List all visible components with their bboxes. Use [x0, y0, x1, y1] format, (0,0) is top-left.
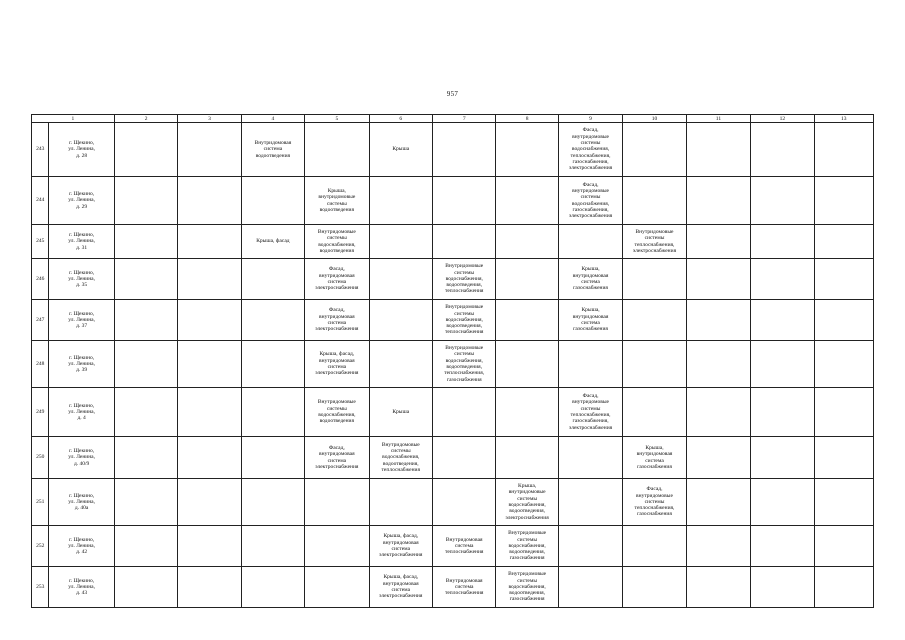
work-cell-col-12	[751, 225, 814, 259]
row-number: 251	[32, 479, 49, 526]
work-cell-col-9	[558, 388, 622, 437]
work-cell-col-13	[814, 177, 873, 225]
work-cell-col-8	[496, 123, 558, 177]
work-cell-col-8	[496, 388, 558, 437]
address-cell	[49, 437, 114, 479]
work-cell-col-7	[433, 567, 496, 608]
work-cell-col-10	[623, 567, 686, 608]
work-cell-col-4	[241, 479, 304, 526]
work-cell-col-12	[751, 123, 814, 177]
work-cell-col-4	[241, 341, 304, 388]
work-cell-col-12	[751, 567, 814, 608]
work-cell-col-13	[814, 526, 873, 567]
work-type-text: Крыша, внутридомовые системы водоснабжения, водоотведения, электроснабжения	[505, 483, 549, 521]
work-type-text: Внутридомовые системы водоснабжения, водоотведения, теплоснабжения	[381, 441, 421, 473]
address-text: г. Щекино, ул. Ленина, д. 29	[68, 191, 96, 210]
work-type-text: Фасад, внутридомовые системы водоснабжения, теплоснабжения, газоснабжения, электроснабжения	[568, 127, 613, 172]
work-cell-col-12	[751, 300, 814, 341]
work-cell-col-7	[433, 388, 496, 437]
work-cell-col-7	[433, 123, 496, 177]
work-cell-col-8	[496, 225, 558, 259]
work-type-text: Крыша, фасад, внутридомовая система электроснабжения	[379, 574, 423, 600]
table-row	[32, 526, 874, 567]
work-cell-col-11	[686, 479, 750, 526]
work-cell-col-10	[623, 526, 686, 567]
address-cell	[49, 259, 114, 300]
work-cell-col-10	[623, 225, 686, 259]
row-number: 249	[32, 388, 49, 437]
row-number: 245	[32, 225, 49, 259]
work-type-text: Внутридомовые системы водоснабжения, водоотведения, газоснабжения	[508, 530, 547, 562]
work-cell-col-9	[558, 437, 622, 479]
work-cell-col-6	[369, 225, 432, 259]
work-cell-col-4	[241, 225, 304, 259]
work-cell-col-13	[814, 259, 873, 300]
work-cell-col-10	[623, 341, 686, 388]
work-cell-col-5	[305, 123, 369, 177]
work-cell-col-9	[558, 225, 622, 259]
work-cell-col-9	[558, 567, 622, 608]
work-cell-col-6	[369, 567, 432, 608]
work-cell-col-7	[433, 225, 496, 259]
address-text: г. Щекино, ул. Ленина, д. 31	[68, 232, 96, 251]
work-cell-col-5	[305, 388, 369, 437]
work-type-text: Крыша	[392, 408, 410, 415]
address-cell	[49, 567, 114, 608]
work-cell-col-2	[114, 341, 177, 388]
work-type-text: Крыша, фасад, внутридомовая система электроснабжения	[315, 351, 359, 377]
work-cell-col-4	[241, 177, 304, 225]
work-cell-col-11	[686, 567, 750, 608]
work-cell-col-11	[686, 300, 750, 341]
work-cell-col-9	[558, 123, 622, 177]
work-cell-col-12	[751, 259, 814, 300]
column-header-6: 6	[369, 115, 432, 123]
work-cell-col-6	[369, 123, 432, 177]
work-type-text: Внутридомовая система водоотведения	[254, 140, 292, 159]
work-cell-col-13	[814, 225, 873, 259]
work-cell-col-7	[433, 479, 496, 526]
work-cell-col-5	[305, 567, 369, 608]
work-cell-col-7	[433, 259, 496, 300]
work-cell-col-10	[623, 479, 686, 526]
work-cell-col-2	[114, 177, 177, 225]
work-cell-col-3	[178, 225, 241, 259]
table-row	[32, 479, 874, 526]
address-text: г. Щекино, ул. Ленина, д. 40/9	[68, 448, 96, 467]
work-cell-col-3	[178, 259, 241, 300]
column-header-1: 1	[32, 115, 115, 123]
column-header-12: 12	[751, 115, 814, 123]
work-type-text: Внутридомовые системы водоснабжения, водоотведения, теплоснабжения	[444, 304, 484, 336]
work-cell-col-8	[496, 177, 558, 225]
work-cell-col-11	[686, 225, 750, 259]
work-cell-col-8	[496, 259, 558, 300]
work-cell-col-3	[178, 479, 241, 526]
work-cell-col-6	[369, 388, 432, 437]
work-cell-col-12	[751, 341, 814, 388]
work-cell-col-2	[114, 123, 177, 177]
column-header-13: 13	[814, 115, 873, 123]
work-cell-col-2	[114, 300, 177, 341]
work-cell-col-2	[114, 526, 177, 567]
work-cell-col-3	[178, 300, 241, 341]
work-cell-col-11	[686, 177, 750, 225]
work-cell-col-12	[751, 437, 814, 479]
work-cell-col-2	[114, 259, 177, 300]
address-cell	[49, 526, 114, 567]
row-number: 243	[32, 123, 49, 177]
table-row	[32, 225, 874, 259]
address-text: г. Щекино, ул. Ленина, д. 35	[68, 269, 96, 289]
work-cell-col-2	[114, 479, 177, 526]
column-header-11: 11	[686, 115, 750, 123]
work-cell-col-3	[178, 123, 241, 177]
work-cell-col-7	[433, 526, 496, 567]
row-number: 252	[32, 526, 49, 567]
work-cell-col-5	[305, 225, 369, 259]
work-cell-col-8	[496, 526, 558, 567]
work-cell-col-10	[623, 259, 686, 300]
work-cell-col-5	[305, 437, 369, 479]
work-type-text: Крыша, внутридомовая система газоснабжения	[572, 266, 609, 292]
table-row	[32, 300, 874, 341]
work-cell-col-9	[558, 300, 622, 341]
work-cell-col-4	[241, 123, 304, 177]
work-cell-col-12	[751, 526, 814, 567]
work-type-text: Крыша, внутридомовая система газоснабжения	[572, 307, 609, 333]
address-cell	[49, 225, 114, 259]
work-type-text: Крыша, фасад, внутридомовая система электроснабжения	[379, 533, 423, 559]
address-text: г. Щекино, ул. Ленина, д. 39	[68, 354, 96, 374]
work-cell-col-8	[496, 300, 558, 341]
work-cell-col-10	[623, 300, 686, 341]
work-cell-col-11	[686, 388, 750, 437]
column-header-4: 4	[241, 115, 304, 123]
work-cell-col-8	[496, 437, 558, 479]
column-header-3: 3	[178, 115, 241, 123]
work-cell-col-9	[558, 479, 622, 526]
work-cell-col-4	[241, 300, 304, 341]
work-cell-col-5	[305, 259, 369, 300]
work-cell-col-13	[814, 341, 873, 388]
address-text: г. Щекино, ул. Ленина, д. 42	[68, 536, 96, 556]
work-type-text: Фасад, внутридомовая система электроснабжения	[315, 444, 359, 470]
work-cell-col-10	[623, 123, 686, 177]
work-cell-col-2	[114, 437, 177, 479]
work-cell-col-7	[433, 300, 496, 341]
work-type-text: Крыша, внутридомовые системы водоотведения	[318, 187, 356, 213]
work-cell-col-12	[751, 479, 814, 526]
work-cell-col-8	[496, 479, 558, 526]
work-cell-col-11	[686, 341, 750, 388]
work-cell-col-5	[305, 479, 369, 526]
page-number: 957	[446, 90, 459, 98]
work-cell-col-11	[686, 259, 750, 300]
address-cell	[49, 300, 114, 341]
column-number-row	[32, 115, 874, 123]
work-cell-col-13	[814, 300, 873, 341]
work-cell-col-13	[814, 479, 873, 526]
work-cell-col-11	[686, 526, 750, 567]
work-cell-col-10	[623, 437, 686, 479]
work-type-text: Крыша, внутридомовая система газоснабжения	[636, 444, 673, 470]
work-type-text: Крыша, фасад	[256, 238, 290, 245]
work-cell-col-6	[369, 177, 432, 225]
work-cell-col-12	[751, 388, 814, 437]
address-cell	[49, 123, 114, 177]
address-cell	[49, 177, 114, 225]
work-cell-col-11	[686, 437, 750, 479]
address-cell	[49, 479, 114, 526]
work-cell-col-6	[369, 526, 432, 567]
work-type-text: Внутридомовые системы теплоснабжения, электроснабжения	[632, 228, 677, 254]
work-cell-col-12	[751, 177, 814, 225]
work-cell-col-2	[114, 567, 177, 608]
work-type-text: Внутридомовые системы водоснабжения, водоотведения, газоснабжения	[508, 571, 547, 603]
row-number: 250	[32, 437, 49, 479]
table-row	[32, 388, 874, 437]
address-cell	[49, 388, 114, 437]
work-cell-col-4	[241, 526, 304, 567]
row-number: 247	[32, 300, 49, 341]
work-cell-col-5	[305, 341, 369, 388]
work-cell-col-2	[114, 388, 177, 437]
table-row	[32, 123, 874, 177]
column-header-2: 2	[114, 115, 177, 123]
work-cell-col-4	[241, 259, 304, 300]
work-cell-col-13	[814, 388, 873, 437]
work-type-text: Внутридомовые системы водоснабжения, водоотведения, теплоснабжения	[444, 263, 484, 295]
work-type-text: Фасад, внутридомовая система электроснабжения	[315, 266, 359, 292]
row-number: 248	[32, 341, 49, 388]
work-cell-col-5	[305, 526, 369, 567]
work-cell-col-3	[178, 526, 241, 567]
work-cell-col-10	[623, 177, 686, 225]
work-cell-col-7	[433, 341, 496, 388]
work-type-text: Внутридомовая система теплоснабжения	[444, 577, 484, 597]
work-type-text: Крыша	[392, 146, 410, 153]
table-row	[32, 567, 874, 608]
work-cell-col-3	[178, 567, 241, 608]
work-cell-col-13	[814, 123, 873, 177]
work-cell-col-9	[558, 341, 622, 388]
address-text: г. Щекино, ул. Ленина, д. 4	[68, 402, 96, 422]
work-cell-col-10	[623, 388, 686, 437]
work-cell-col-4	[241, 388, 304, 437]
work-cell-col-2	[114, 225, 177, 259]
work-cell-col-9	[558, 526, 622, 567]
repair-schedule-table	[31, 114, 874, 608]
column-header-9: 9	[558, 115, 622, 123]
address-text: г. Щекино, ул. Ленина, д. 43	[68, 577, 96, 597]
row-number: 253	[32, 567, 49, 608]
work-type-text: Фасад, внутридомовые системы теплоснабжения, газоснабжения	[634, 486, 675, 518]
work-type-text: Внутридомовые системы водоснабжения, водоотведения	[317, 228, 356, 254]
work-cell-col-13	[814, 567, 873, 608]
work-cell-col-11	[686, 123, 750, 177]
address-text: г. Щекино, ул. Ленина, д. 37	[68, 310, 96, 330]
table-row	[32, 341, 874, 388]
table-row	[32, 259, 874, 300]
work-cell-col-6	[369, 341, 432, 388]
work-cell-col-3	[178, 177, 241, 225]
table-header	[32, 115, 874, 123]
address-text: г. Щекино, ул. Ленина, д. 28	[68, 140, 96, 159]
column-header-8: 8	[496, 115, 558, 123]
work-type-text: Фасад, внутридомовые системы водоснабжения, газоснабжения, электроснабжения	[568, 181, 613, 220]
work-cell-col-4	[241, 437, 304, 479]
address-cell	[49, 341, 114, 388]
work-cell-col-8	[496, 341, 558, 388]
address-text: г. Щекино, ул. Ленина, д. 40а	[68, 492, 96, 512]
work-cell-col-6	[369, 300, 432, 341]
table-row	[32, 177, 874, 225]
work-type-text: Фасад, внутридомовые системы теплоснабжения, газоснабжения, электроснабжения	[568, 393, 613, 431]
table-body	[32, 123, 874, 608]
work-cell-col-3	[178, 437, 241, 479]
column-header-7: 7	[433, 115, 496, 123]
work-cell-col-6	[369, 259, 432, 300]
work-type-text: Фасад, внутридомовая система электроснабжения	[315, 307, 359, 333]
column-header-5: 5	[305, 115, 369, 123]
work-cell-col-6	[369, 479, 432, 526]
work-cell-col-7	[433, 437, 496, 479]
work-cell-col-4	[241, 567, 304, 608]
work-cell-col-3	[178, 388, 241, 437]
table-row	[32, 437, 874, 479]
work-cell-col-7	[433, 177, 496, 225]
column-header-10: 10	[623, 115, 686, 123]
work-cell-col-3	[178, 341, 241, 388]
work-cell-col-9	[558, 259, 622, 300]
work-cell-col-5	[305, 300, 369, 341]
work-type-text: Внутридомовые системы водоснабжения, водоотведения	[317, 399, 356, 425]
work-type-text: Внутридомовые системы водоснабжения, водоотведения, теплоснабжения, газоснабжения	[444, 345, 485, 383]
work-cell-col-6	[369, 437, 432, 479]
row-number: 246	[32, 259, 49, 300]
work-cell-col-8	[496, 567, 558, 608]
work-cell-col-5	[305, 177, 369, 225]
work-type-text: Внутридомовая система теплоснабжения	[444, 536, 484, 556]
work-cell-col-9	[558, 177, 622, 225]
row-number: 244	[32, 177, 49, 225]
work-cell-col-13	[814, 437, 873, 479]
